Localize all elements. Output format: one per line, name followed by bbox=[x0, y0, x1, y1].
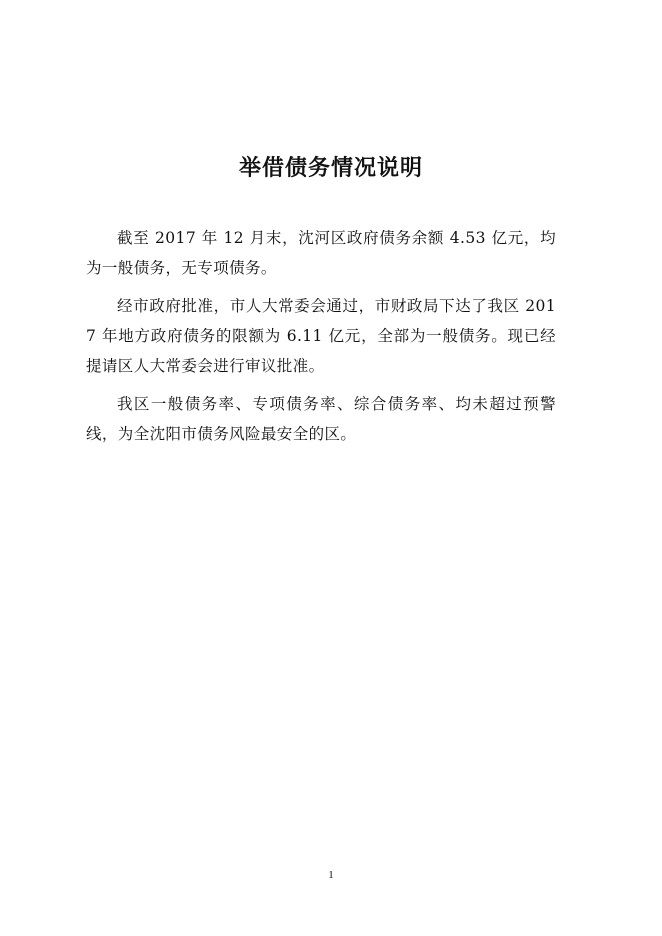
document-title: 举借债务情况说明 bbox=[238, 156, 423, 181]
paragraph-debt-limit: 经市政府批准，市人大常委会通过，市财政局下达了我区 2017 年地方政府债务的限额为 6.11 亿元，全部为一般债务。现已经提请区人大常委会进行审议批准。 bbox=[86, 297, 556, 375]
paragraph-debt-balance: 截至 2017 年 12 月末，沈河区政府债务余额 4.53 亿元，均为一般债务，无专项债务。 bbox=[86, 229, 556, 277]
paragraph-debt-risk: 我区一般债务率、专项债务率、综合债务率、均未超过预警线，为全沈阳市债务风险最安全的区。 bbox=[86, 395, 556, 443]
page-number: 1 bbox=[328, 869, 334, 881]
document-body bbox=[86, 223, 556, 457]
